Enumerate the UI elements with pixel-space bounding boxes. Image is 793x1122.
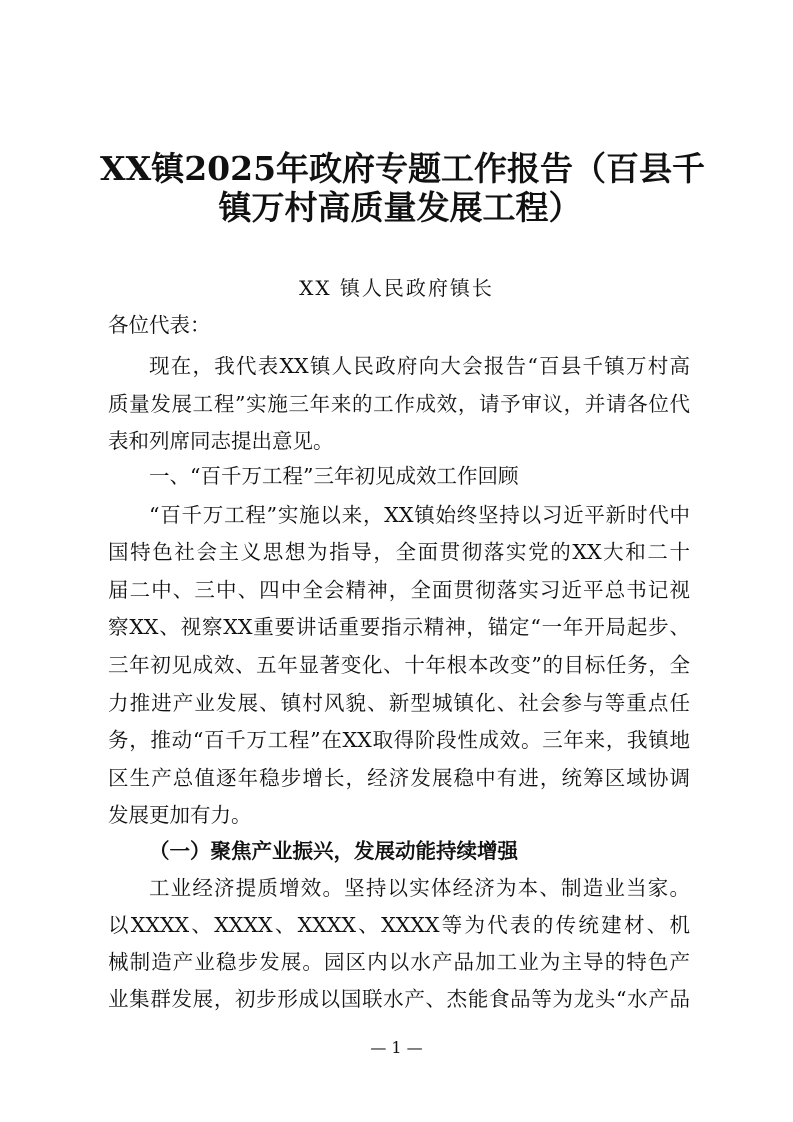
paragraph-line: 表和列席同志提出意见。: [108, 429, 334, 453]
paragraph-line: 国特色社会主义思想为指导，全面贯彻落实党的XX大和二十: [108, 540, 690, 564]
subsection-heading: （一）聚焦产业振兴，发展动能持续增强: [149, 839, 518, 863]
paragraph-line: 务，推动“百千万工程”在XX取得阶段性成效。三年来，我镇地: [108, 728, 690, 752]
paragraph-line: 工业经济提质增效。坚持以实体经济为本、制造业当家。: [149, 876, 690, 900]
paragraph-line: “百千万工程”实施以来，XX镇始终坚持以习近平新时代中: [149, 503, 690, 527]
page-number: — 1 —: [370, 1038, 423, 1057]
paragraph-line: 以XXXX、XXXX、XXXX、XXXX等为代表的传统建材、机: [108, 913, 690, 937]
paragraph-line: 发展更加有力。: [108, 803, 252, 827]
paragraph-line: 质量发展工程”实施三年来的工作成效，请予审议，并请各位代: [108, 392, 690, 416]
paragraph-line: 现在，我代表XX镇人民政府向大会报告“百县千镇万村高: [149, 354, 690, 378]
paragraph-line: 区生产总值逐年稳步增长，经济发展稳中有进，统筹区域协调: [108, 766, 690, 790]
paragraph-line: 各位代表：: [108, 313, 211, 337]
document-title-line-2: 镇万村高质量发展工程）: [218, 188, 582, 227]
paragraph-line: 力推进产业发展、镇村风貌、新型城镇化、社会参与等重点任: [108, 691, 690, 715]
author-line: XX 镇人民政府镇长: [299, 276, 494, 300]
paragraph-line: 届二中、三中、四中全会精神，全面贯彻落实习近平总书记视: [108, 578, 690, 602]
section-heading: 一、“百千万工程”三年初见成效工作回顾: [149, 464, 519, 488]
paragraph-line: 械制造产业稳步发展。园区内以水产品加工业为主导的特色产: [108, 950, 690, 974]
paragraph-line: 察XX、视察XX重要讲话重要指示精神，锚定“一年开局起步、: [108, 615, 690, 639]
paragraph-line: 三年初见成效、五年显著变化、十年根本改变”的目标任务，全: [108, 653, 690, 677]
document-title-line-1: XX镇2025年政府专题工作报告（百县千: [100, 149, 706, 188]
paragraph-line: 业集群发展，初步形成以国联水产、杰能食品等为龙头“水产品: [108, 987, 690, 1011]
